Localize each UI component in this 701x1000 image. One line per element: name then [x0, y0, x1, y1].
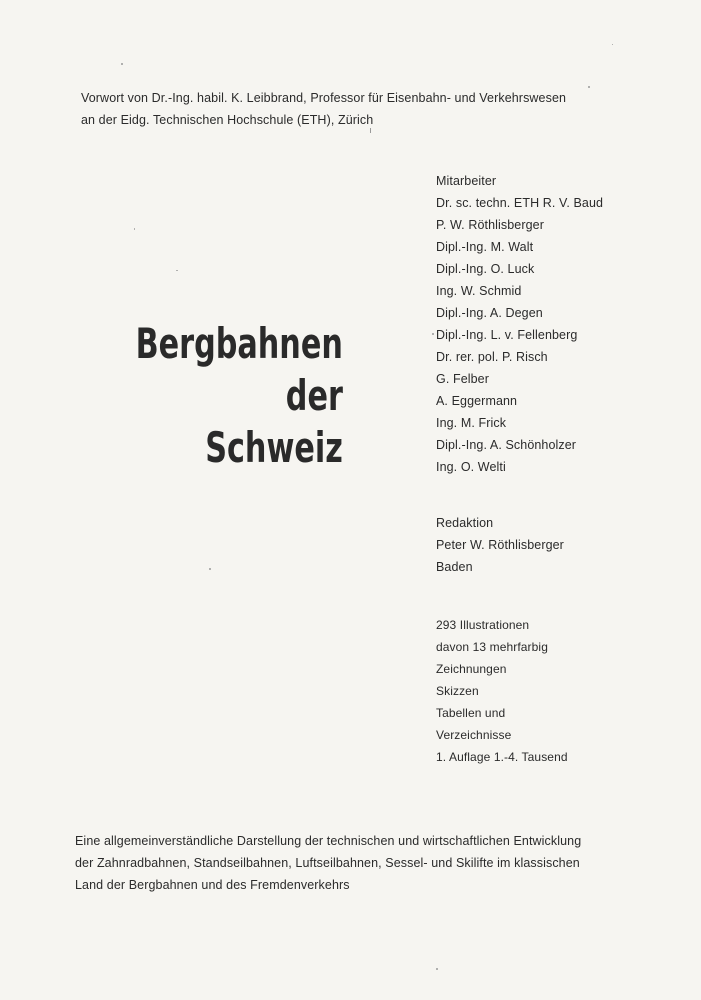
- contributor-name: Ing. M. Frick: [436, 416, 507, 430]
- description-line: Eine allgemeinverständliche Darstellung der technischen und wirtschaftlichen Entwicklung: [75, 834, 582, 848]
- contributor-name: Dr. rer. pol. P. Risch: [436, 350, 548, 364]
- contributors-heading: Mitarbeiter: [436, 174, 497, 188]
- contributor-name: Dipl.-Ing. M. Walt: [436, 240, 534, 254]
- illustrations-line: davon 13 mehrfarbig: [436, 640, 548, 654]
- description-line: der Zahnradbahnen, Standseilbahnen, Luftseilbahnen, Sessel- und Skilifte im klassischen: [75, 856, 580, 870]
- contributor-name: Dipl.-Ing. O. Luck: [436, 262, 535, 276]
- contributor-name: Dipl.-Ing. A. Schönholzer: [436, 438, 577, 452]
- editing-block: [436, 512, 564, 578]
- illustrations-line: Tabellen und: [436, 706, 506, 720]
- illustrations-line: Zeichnungen: [436, 662, 507, 676]
- illustrations-line: Verzeichnisse: [436, 728, 512, 742]
- contributors-block: [436, 170, 603, 478]
- book-title: [136, 318, 343, 474]
- contributor-name: Dr. sc. techn. ETH R. V. Baud: [436, 196, 604, 210]
- illustrations-line: 293 Illustrationen: [436, 618, 530, 632]
- description-block: [75, 830, 581, 896]
- book-title-line: der: [285, 371, 343, 420]
- foreword-line: Vorwort von Dr.-Ing. habil. K. Leibbrand, Professor für Eisenbahn- und Verkehrswesen: [81, 91, 567, 105]
- description-line: Land der Bergbahnen und des Fremdenverkehrs: [75, 878, 350, 892]
- illustrations-line: Skizzen: [436, 684, 479, 698]
- illustrations-block: [436, 614, 568, 768]
- contributor-name: Dipl.-Ing. A. Degen: [436, 306, 543, 320]
- book-title-line: Schweiz: [205, 423, 343, 472]
- editor-location: Baden: [436, 560, 473, 574]
- contributor-name: G. Felber: [436, 372, 489, 386]
- edition-line: 1. Auflage 1.-4. Tausend: [436, 750, 568, 764]
- foreword-line: an der Eidg. Technischen Hochschule (ETH), Zürich: [81, 113, 374, 127]
- contributor-name: Ing. W. Schmid: [436, 284, 522, 298]
- editor-name: Peter W. Röthlisberger: [436, 538, 564, 552]
- foreword-block: [81, 87, 566, 131]
- editing-heading: Redaktion: [436, 516, 494, 530]
- book-title-line: Bergbahnen: [135, 319, 343, 368]
- contributor-name: Ing. O. Welti: [436, 460, 506, 474]
- contributor-name: P. W. Röthlisberger: [436, 218, 544, 232]
- contributor-name: A. Eggermann: [436, 394, 518, 408]
- contributor-name: Dipl.-Ing. L. v. Fellenberg: [436, 328, 578, 342]
